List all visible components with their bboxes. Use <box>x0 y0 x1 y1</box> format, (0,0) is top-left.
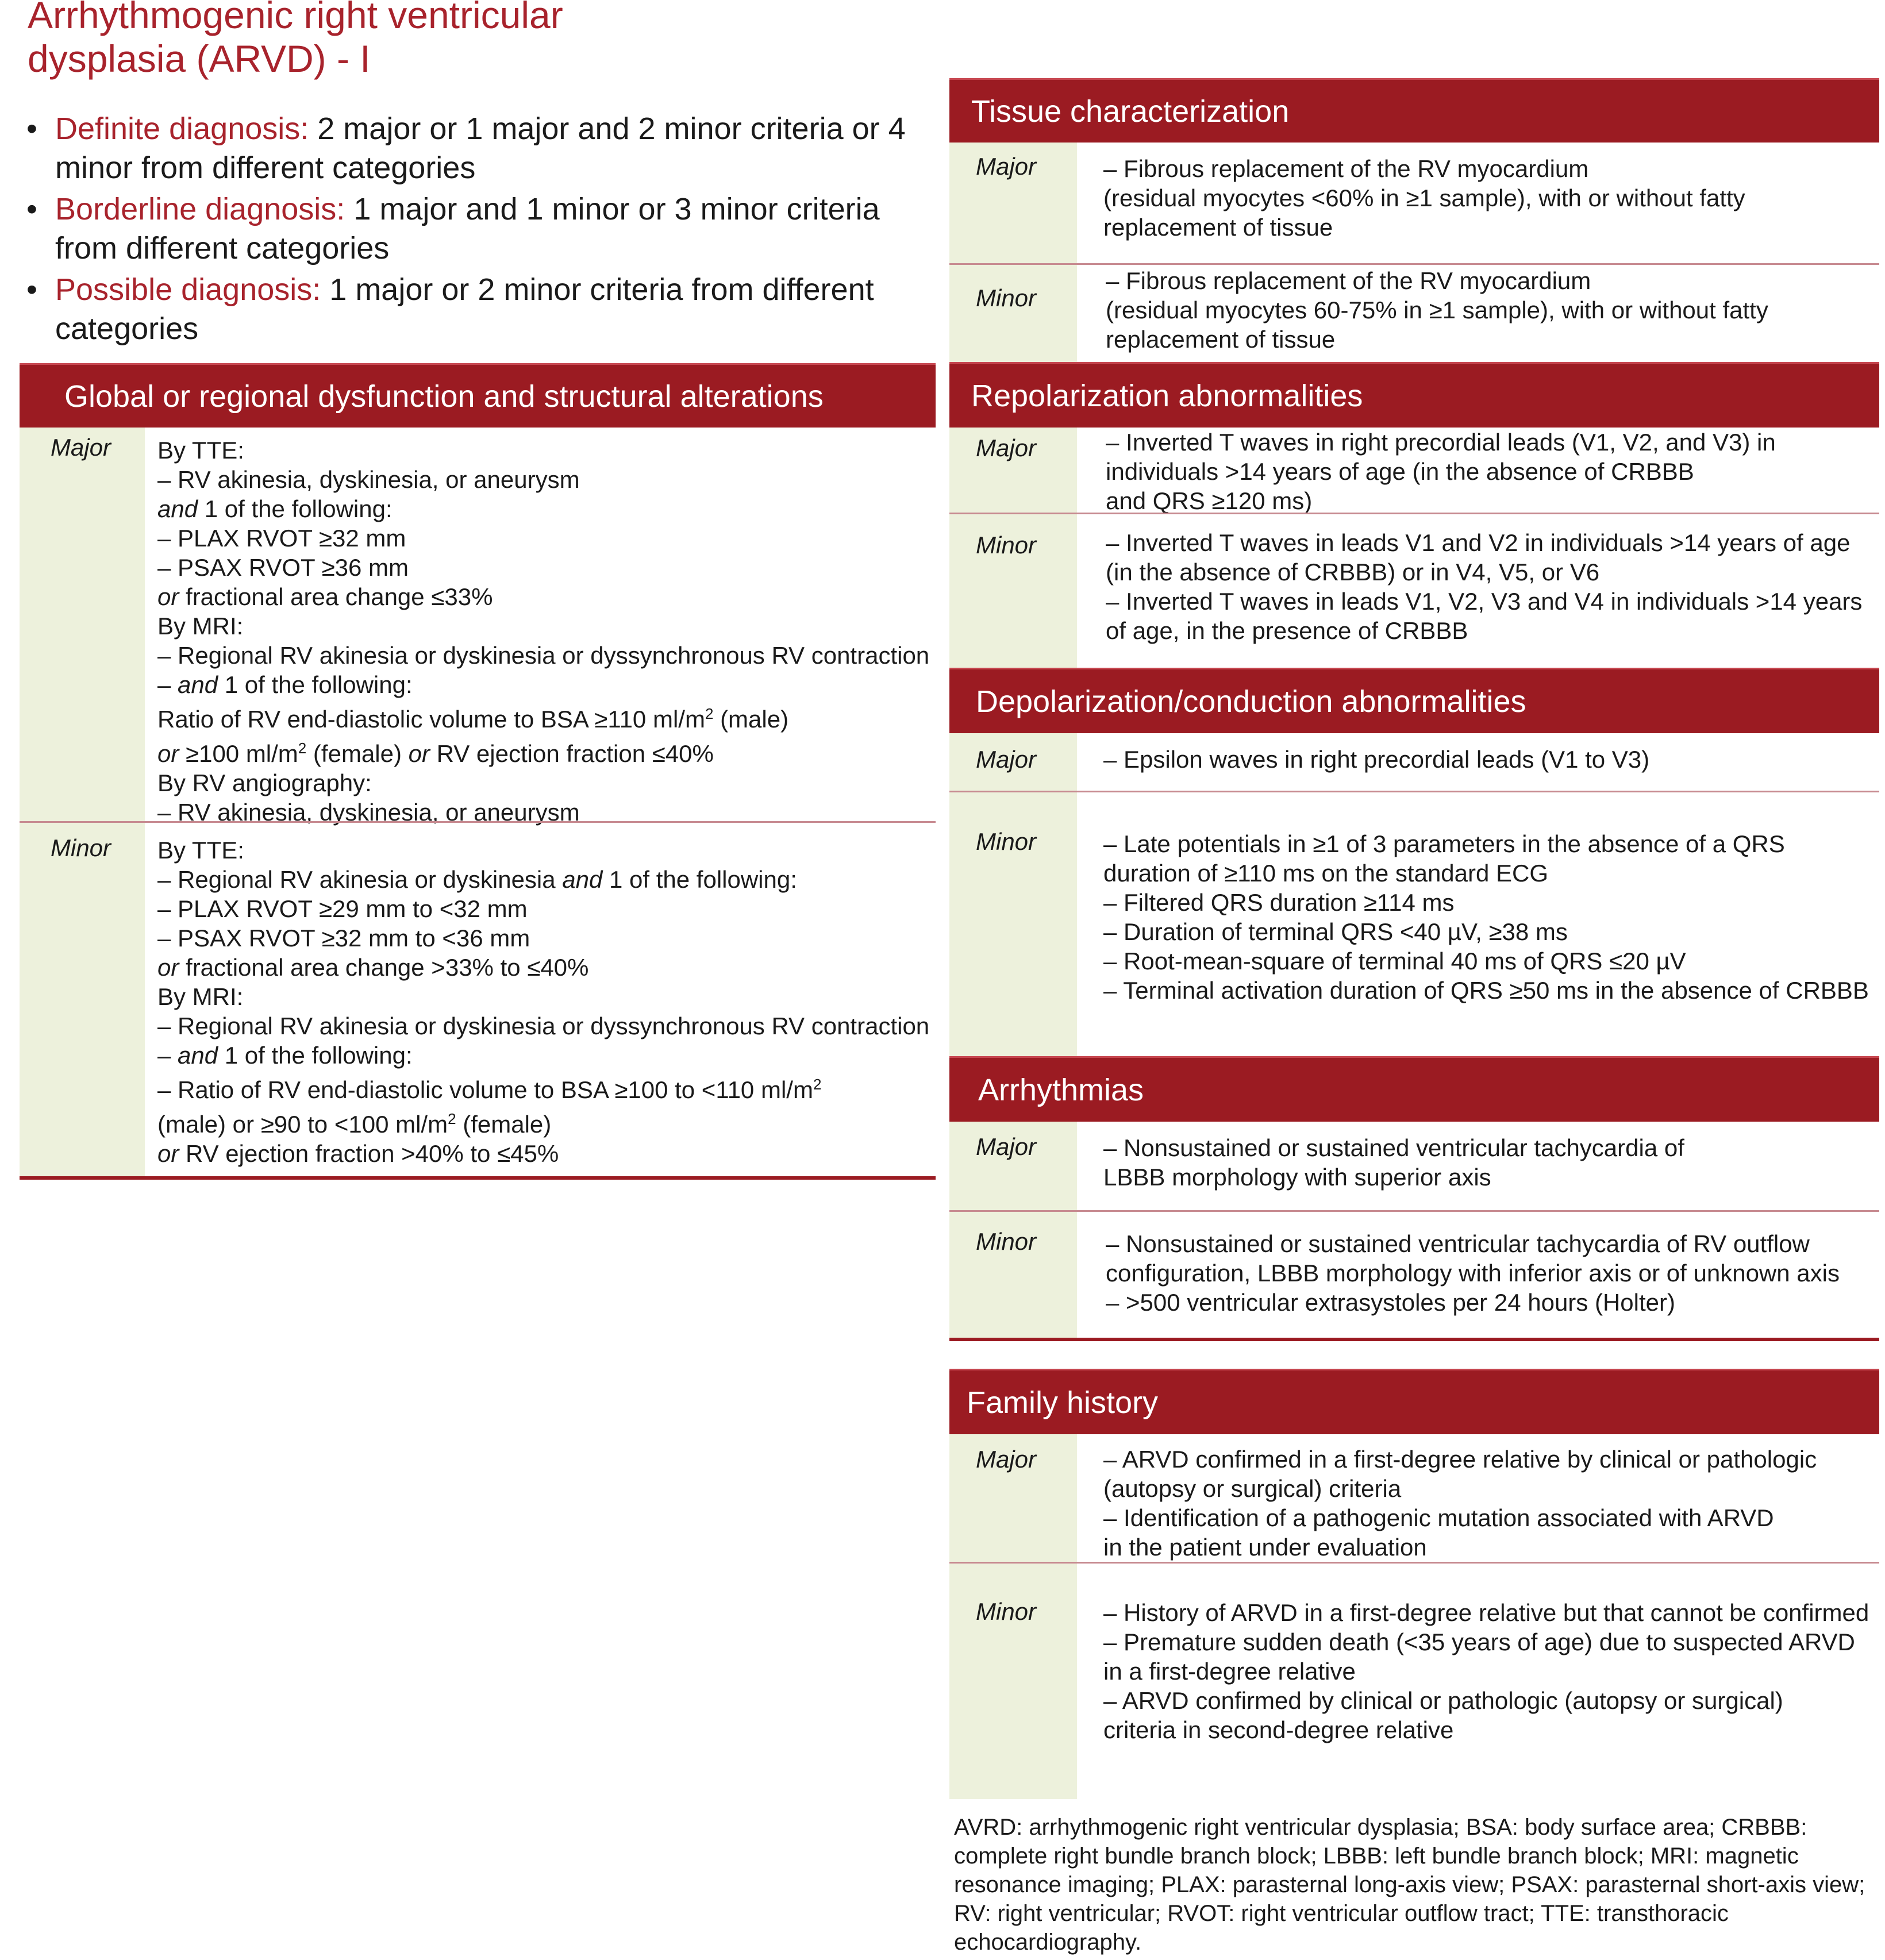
diagnosis-text: 2 major or 1 major and 2 minor criteria or 4 minor from different categories <box>55 111 906 185</box>
text-line: – PSAX RVOT ≥32 mm to <36 mm <box>157 925 530 952</box>
text-line: – RV akinesia, dyskinesia, or aneurysm <box>157 799 580 826</box>
text-line: By MRI: <box>157 613 244 640</box>
diagnosis-definite <box>26 109 934 187</box>
criteria-text-minor: – Inverted T waves in leads V1 and V2 in individuals >14 years of age (in the absence of CRBBB) or in V4, V5, or V6 – Inverted T waves in leads V1, V2, V3 and V4 in individuals >14 years of age, in the presence of CRBBB <box>1106 529 1863 644</box>
criteria-row-major <box>949 1434 1879 1562</box>
diagnosis-list <box>26 109 934 351</box>
text-line: – Ratio of RV end-diastolic volume to BSA ≥100 to <110 $ml/m^2$ <box>157 1076 822 1103</box>
section-header: Global or regional dysfunction and structural alterations <box>20 363 936 428</box>
criteria-row-minor <box>949 1562 1879 1799</box>
section-header: Tissue characterization <box>949 78 1879 143</box>
title-line-2: dysplasia (ARVD) - I <box>28 37 371 80</box>
criteria-label-minor: Minor <box>949 514 1077 669</box>
diagnosis-label: Borderline diagnosis: <box>55 192 345 226</box>
section-header: Arrhythmias <box>949 1056 1879 1122</box>
criteria-row-major <box>20 428 936 826</box>
text-line: By TTE: <box>157 437 244 464</box>
criteria-row-minor <box>949 791 1879 1058</box>
criteria-row-minor <box>949 263 1879 364</box>
criteria-text-major <box>145 428 936 826</box>
criteria-label-major: Major <box>949 733 1077 791</box>
text-line: – Regional RV akinesia or dyskinesia or dyssynchronous RV contraction <box>157 1012 930 1039</box>
abbreviations-footnote: AVRD: arrhythmogenic right ventricular dysplasia; BSA: body surface area; CRBBB: complete right bundle branch block; LBBB: left bundle branch block; MRI: magnetic resonance imaging; PLAX: parasternal long-axis view; PSAX: parasternal short-axis view; RV: right ventricular; RVOT: right ventricular outflow tract; TTE: transthoracic echocardiography. <box>954 1815 1865 1955</box>
section-family-history <box>949 1369 1879 1799</box>
criteria-text-major: – Inverted T waves in right precordial leads (V1, V2, and V3) in individuals >14 years of age (in the absence of CRBBB and QRS ≥120 ms) <box>1106 429 1776 514</box>
criteria-text-minor: – Nonsustained or sustained ventricular tachycardia of RV outflow configuration, LBBB morphology with inferior axis or of unknown axis – >500 ventricular extrasystoles per 24 hours (Holter) <box>1106 1230 1840 1316</box>
criteria-row-major <box>949 428 1879 513</box>
criteria-label-major: Major <box>949 143 1077 263</box>
text-line: – PSAX RVOT ≥36 mm <box>157 554 409 581</box>
criteria-label-major: Major <box>949 1434 1077 1562</box>
bullet-icon: • <box>26 192 37 226</box>
text-line: or fractional area change >33% to ≤40% <box>157 954 589 981</box>
text-line: (male) or ≥90 to <100 $ml/m^2$ (female) <box>157 1110 552 1138</box>
diagnosis-borderline <box>26 190 934 268</box>
diagnosis-label: Definite diagnosis: <box>55 111 309 146</box>
criteria-text-minor: – History of ARVD in a first-degree relative but that cannot be confirmed – Premature sudden death (<35 years of age) due to suspected ARVD in a first-degree relative – ARVD confirmed by clinical or pathologic (autopsy or surgical) criteria in second-degree relative <box>1103 1599 1869 1743</box>
criteria-row-major <box>949 1122 1879 1210</box>
section-global-dysfunction <box>20 363 936 1180</box>
criteria-label-minor: Minor <box>20 823 145 1176</box>
text-line: – and 1 of the following: <box>157 671 413 698</box>
bullet-icon: • <box>26 111 37 146</box>
text-line: and 1 of the following: <box>157 495 393 522</box>
diagnosis-label: Possible diagnosis: <box>55 272 321 307</box>
criteria-label-minor: Minor <box>949 1212 1077 1338</box>
criteria-text-major: – ARVD confirmed in a first-degree relative by clinical or pathologic (autopsy or surgical) criteria – Identification of a pathogenic mutation associated with ARVD in the patient under evaluation <box>1103 1446 1817 1561</box>
criteria-row-minor <box>20 821 936 1176</box>
text-line: or fractional area change ≤33% <box>157 583 493 610</box>
diagnosis-text: 1 major and 1 minor or 3 minor criteria from different categories <box>55 192 880 265</box>
text-line: – Regional RV akinesia or dyskinesia and 1 of the following: <box>157 866 797 893</box>
diagnosis-possible <box>26 270 934 348</box>
section-arrhythmias <box>949 1056 1879 1341</box>
text-line: – PLAX RVOT ≥29 mm to <32 mm <box>157 895 528 922</box>
section-depolarization <box>949 668 1879 1058</box>
section-header: Repolarization abnormalities <box>949 362 1879 428</box>
criteria-label-major: Major <box>20 428 145 821</box>
criteria-text-minor <box>145 823 936 1176</box>
text-line: – PLAX RVOT ≥32 mm <box>157 525 406 552</box>
criteria-text-minor: – Fibrous replacement of the RV myocardium (residual myocytes 60-75% in ≥1 sample), with or without fatty replacement of tissue <box>1106 267 1768 353</box>
bullet-icon: • <box>26 272 37 307</box>
section-header: Family history <box>949 1369 1879 1434</box>
criteria-text-minor: – Late potentials in ≥1 of 3 parameters in the absence of a QRS duration of ≥110 ms on the standard ECG – Filtered QRS duration ≥114 ms – Duration of terminal QRS <40 µV, ≥38 ms – Root-mean-square of terminal 40 ms of QRS ≤20 µV – Terminal activation duration of QRS ≥50 ms in the absence of CRBBB <box>1103 830 1869 1004</box>
criteria-text-major: – Nonsustained or sustained ventricular tachycardia of LBBB morphology with superior axis <box>1103 1134 1684 1191</box>
section-tissue-characterization <box>949 78 1879 364</box>
text-line: By MRI: <box>157 983 244 1010</box>
criteria-row-minor <box>949 513 1879 669</box>
text-line: By TTE: <box>157 837 244 864</box>
title-line-1: Arrhythmogenic right ventricular <box>28 0 563 36</box>
diagnosis-text: 1 major or 2 minor criteria from different categories <box>55 272 874 346</box>
criteria-label-minor: Minor <box>949 792 1077 1058</box>
criteria-text-major: – Epsilon waves in right precordial leads (V1 to V3) <box>1103 746 1650 773</box>
text-line: – Regional RV akinesia or dyskinesia or dyssynchronous RV contraction <box>157 642 930 669</box>
criteria-label-major: Major <box>949 1122 1077 1210</box>
section-repolarization <box>949 362 1879 669</box>
text-line: or RV ejection fraction >40% to ≤45% <box>157 1140 559 1167</box>
criteria-label-minor: Minor <box>949 1564 1077 1799</box>
criteria-label-major: Major <box>949 428 1077 513</box>
text-line: – RV akinesia, dyskinesia, or aneurysm <box>157 466 580 493</box>
criteria-row-minor <box>949 1210 1879 1338</box>
criteria-row-major <box>949 733 1879 791</box>
criteria-row-major <box>949 143 1879 263</box>
criteria-label-minor: Minor <box>949 265 1077 364</box>
text-line: Ratio of RV end-diastolic volume to BSA ≥110 $ml/m^2$ (male) <box>157 705 789 733</box>
page-title <box>28 0 890 80</box>
section-header: Depolarization/conduction abnormalities <box>949 668 1879 733</box>
text-line: By RV angiography: <box>157 769 372 796</box>
text-line: – and 1 of the following: <box>157 1042 413 1069</box>
criteria-text-major: – Fibrous replacement of the RV myocardium (residual myocytes <60% in ≥1 sample), with or without fatty replacement of tissue <box>1103 155 1745 241</box>
text-line: or ≥100 $ml/m^2$ (female) or RV ejection fraction ≤40% <box>157 740 714 767</box>
